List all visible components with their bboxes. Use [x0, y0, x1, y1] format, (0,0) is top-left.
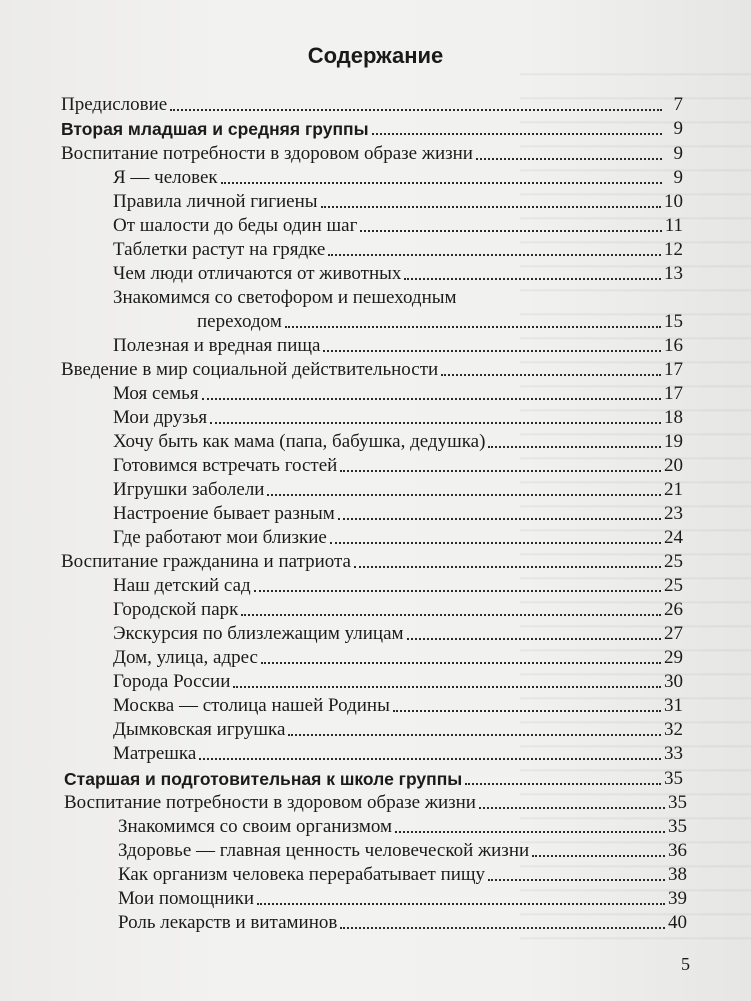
toc-entry-label: Воспитание потребности в здоровом образе жизни — [64, 792, 476, 813]
toc-entry — [118, 863, 687, 887]
toc-entry-first-line — [113, 286, 683, 310]
toc-entry-page: 30 — [664, 671, 683, 692]
toc-entry-label: Дом, улица, адрес — [113, 647, 258, 668]
toc-entry — [113, 502, 683, 526]
dot-leader — [407, 638, 661, 640]
toc-section-heading — [64, 767, 683, 791]
toc-entry-label: Воспитание гражданина и патриота — [61, 551, 351, 572]
toc-entry-label: переходом — [197, 311, 282, 332]
toc-entry-label: Введение в мир социальной действительности — [61, 359, 439, 380]
toc-entry-page: 36 — [668, 840, 687, 861]
toc-entry-label: Экскурсия по близлежащим улицам — [113, 623, 404, 644]
dot-leader — [261, 662, 661, 664]
toc-section-heading — [61, 117, 683, 141]
toc-entry — [113, 262, 683, 286]
dot-leader — [476, 158, 662, 160]
toc-entry — [113, 694, 683, 718]
toc-entry-page: 19 — [664, 431, 683, 452]
toc-entry-page: 40 — [668, 912, 687, 933]
toc-entry-label: От шалости до беды один шаг — [113, 215, 358, 236]
toc-entry-page: 18 — [664, 407, 683, 428]
toc-entry-page: 32 — [664, 719, 683, 740]
toc-entry-label: Готовимся встречать гостей — [113, 455, 338, 476]
toc-entry-page: 17 — [664, 359, 683, 380]
dot-leader — [233, 686, 661, 688]
toc-entry-page: 35 — [668, 816, 687, 837]
toc-entry-page: 25 — [664, 575, 683, 596]
dot-leader — [210, 422, 661, 424]
toc-entry-page: 9 — [673, 143, 683, 164]
toc-entry-page: 23 — [664, 503, 683, 524]
dot-leader — [254, 590, 661, 592]
toc-entry — [118, 815, 687, 839]
toc-entry-label: Чем люди отличаются от животных — [113, 263, 402, 284]
toc-entry — [113, 238, 683, 262]
toc-entry-label: Как организм человека перерабатывает пищу — [118, 864, 486, 885]
dot-leader — [465, 783, 661, 785]
toc-entry-label: Города России — [113, 671, 231, 692]
dot-leader — [354, 566, 661, 568]
dot-leader — [202, 398, 661, 400]
toc-entry — [113, 598, 683, 622]
toc-entry-page: 20 — [664, 455, 683, 476]
toc-entry-page: 38 — [668, 864, 687, 885]
toc-entry-page: 35 — [664, 768, 683, 789]
toc-entry-label: Наш детский сад — [113, 575, 251, 596]
toc-entry-label: Городской парк — [113, 599, 239, 620]
dot-leader — [330, 542, 661, 544]
dot-leader — [532, 855, 665, 857]
toc-entry-page: 11 — [664, 215, 683, 236]
toc-entry-page: 13 — [664, 263, 683, 284]
page-number: 5 — [681, 954, 690, 974]
toc-entry-label: Воспитание потребности в здоровом образе жизни — [61, 143, 473, 164]
toc-entry-page: 24 — [664, 527, 683, 548]
toc-entry-page: 33 — [664, 743, 683, 764]
toc-entry-label: Мои помощники — [118, 888, 255, 909]
toc-entry-page: 16 — [664, 335, 683, 356]
toc-entry-page: 10 — [664, 191, 683, 212]
toc-entry-label: Вторая младшая и средняя группы — [61, 119, 369, 139]
dot-leader — [488, 446, 661, 448]
toc-entry-page: 9 — [673, 118, 683, 139]
dot-leader — [285, 326, 661, 328]
toc-entry — [113, 478, 683, 502]
toc-entry-label: Я — человек — [113, 167, 218, 188]
dot-leader — [372, 133, 662, 135]
toc-entry-page: 25 — [664, 551, 683, 572]
dot-leader — [241, 614, 661, 616]
dot-leader — [360, 230, 661, 232]
toc-entry-page: 17 — [664, 383, 683, 404]
toc-entry-label: Москва — столица нашей Родины — [113, 695, 390, 716]
toc-entry-label: Моя семья — [113, 383, 199, 404]
dot-leader — [321, 206, 661, 208]
toc-entry — [118, 887, 687, 911]
dot-leader — [323, 350, 661, 352]
toc-entry — [113, 574, 683, 598]
toc-entry-label: Предисловие — [61, 94, 168, 115]
toc-entry-label: Таблетки растут на грядке — [113, 239, 326, 260]
dot-leader — [340, 927, 665, 929]
dot-leader — [393, 710, 661, 712]
toc-entry — [113, 214, 683, 238]
toc-entry — [118, 839, 687, 863]
toc-entry-label: Дымковская игрушка — [113, 719, 286, 740]
toc-entry-label: Матрешка — [113, 743, 197, 764]
dot-leader — [267, 494, 661, 496]
toc-entry — [61, 93, 683, 117]
dot-leader — [340, 470, 661, 472]
toc-entry — [113, 526, 683, 550]
dot-leader — [257, 903, 665, 905]
toc-entry — [113, 742, 683, 766]
dot-leader — [199, 758, 661, 760]
dot-leader — [221, 182, 662, 184]
toc-entry — [113, 454, 683, 478]
toc-entry-page: 29 — [664, 647, 683, 668]
toc-entry — [113, 622, 683, 646]
toc-entry-label: Правила личной гигиены — [113, 191, 318, 212]
toc-entry — [61, 142, 683, 166]
toc-entry-page: 12 — [664, 239, 683, 260]
toc-entry — [61, 550, 683, 574]
toc-entry — [61, 358, 683, 382]
toc-entry-label: Полезная и вредная пища — [113, 335, 321, 356]
toc-entry-page: 21 — [664, 479, 683, 500]
toc-entry — [118, 911, 687, 935]
toc-entry — [64, 791, 687, 815]
toc-entry — [197, 310, 683, 334]
dot-leader — [328, 254, 661, 256]
toc-entry-label: Старшая и подготовительная к школе группы — [64, 769, 463, 789]
dot-leader — [404, 278, 661, 280]
dot-leader — [338, 518, 661, 520]
toc-entry-page: 31 — [664, 695, 683, 716]
toc-entry-page: 7 — [673, 94, 683, 115]
toc-entry-label: Знакомимся со светофором и пешеходным — [113, 287, 457, 308]
toc-entry-label: Мои друзья — [113, 407, 208, 428]
dot-leader — [395, 831, 665, 833]
toc-entry-page: 15 — [664, 311, 683, 332]
dot-leader — [170, 109, 662, 111]
toc-entry-label: Хочу быть как мама (папа, бабушка, дедушка) — [113, 431, 486, 452]
toc-entry — [113, 382, 683, 406]
toc-entry — [113, 718, 683, 742]
dot-leader — [441, 374, 661, 376]
toc-entry-page: 27 — [664, 623, 683, 644]
toc-entry-page: 35 — [668, 792, 687, 813]
toc-entry — [113, 190, 683, 214]
dot-leader — [479, 807, 665, 809]
toc-entry — [113, 406, 683, 430]
toc-entry — [113, 166, 683, 190]
toc-entry-page: 9 — [673, 167, 683, 188]
dot-leader — [488, 879, 665, 881]
toc-entry — [113, 646, 683, 670]
toc-entry — [113, 334, 683, 358]
toc-entry-page: 26 — [664, 599, 683, 620]
toc-entry-label: Игрушки заболели — [113, 479, 265, 500]
toc-entry-label: Роль лекарств и витаминов — [118, 912, 338, 933]
toc-entry — [113, 430, 683, 454]
toc-entry — [113, 670, 683, 694]
toc-entry-label: Здоровье — главная ценность человеческой жизни — [118, 840, 530, 861]
toc-entry-label: Знакомимся со своим организмом — [118, 816, 393, 837]
toc-entry-page: 39 — [668, 888, 687, 909]
toc-entry-label: Настроение бывает разным — [113, 503, 335, 524]
toc-entry-label: Где работают мои близкие — [113, 527, 327, 548]
dot-leader — [288, 734, 661, 736]
page-title: Содержание — [307, 43, 444, 68]
